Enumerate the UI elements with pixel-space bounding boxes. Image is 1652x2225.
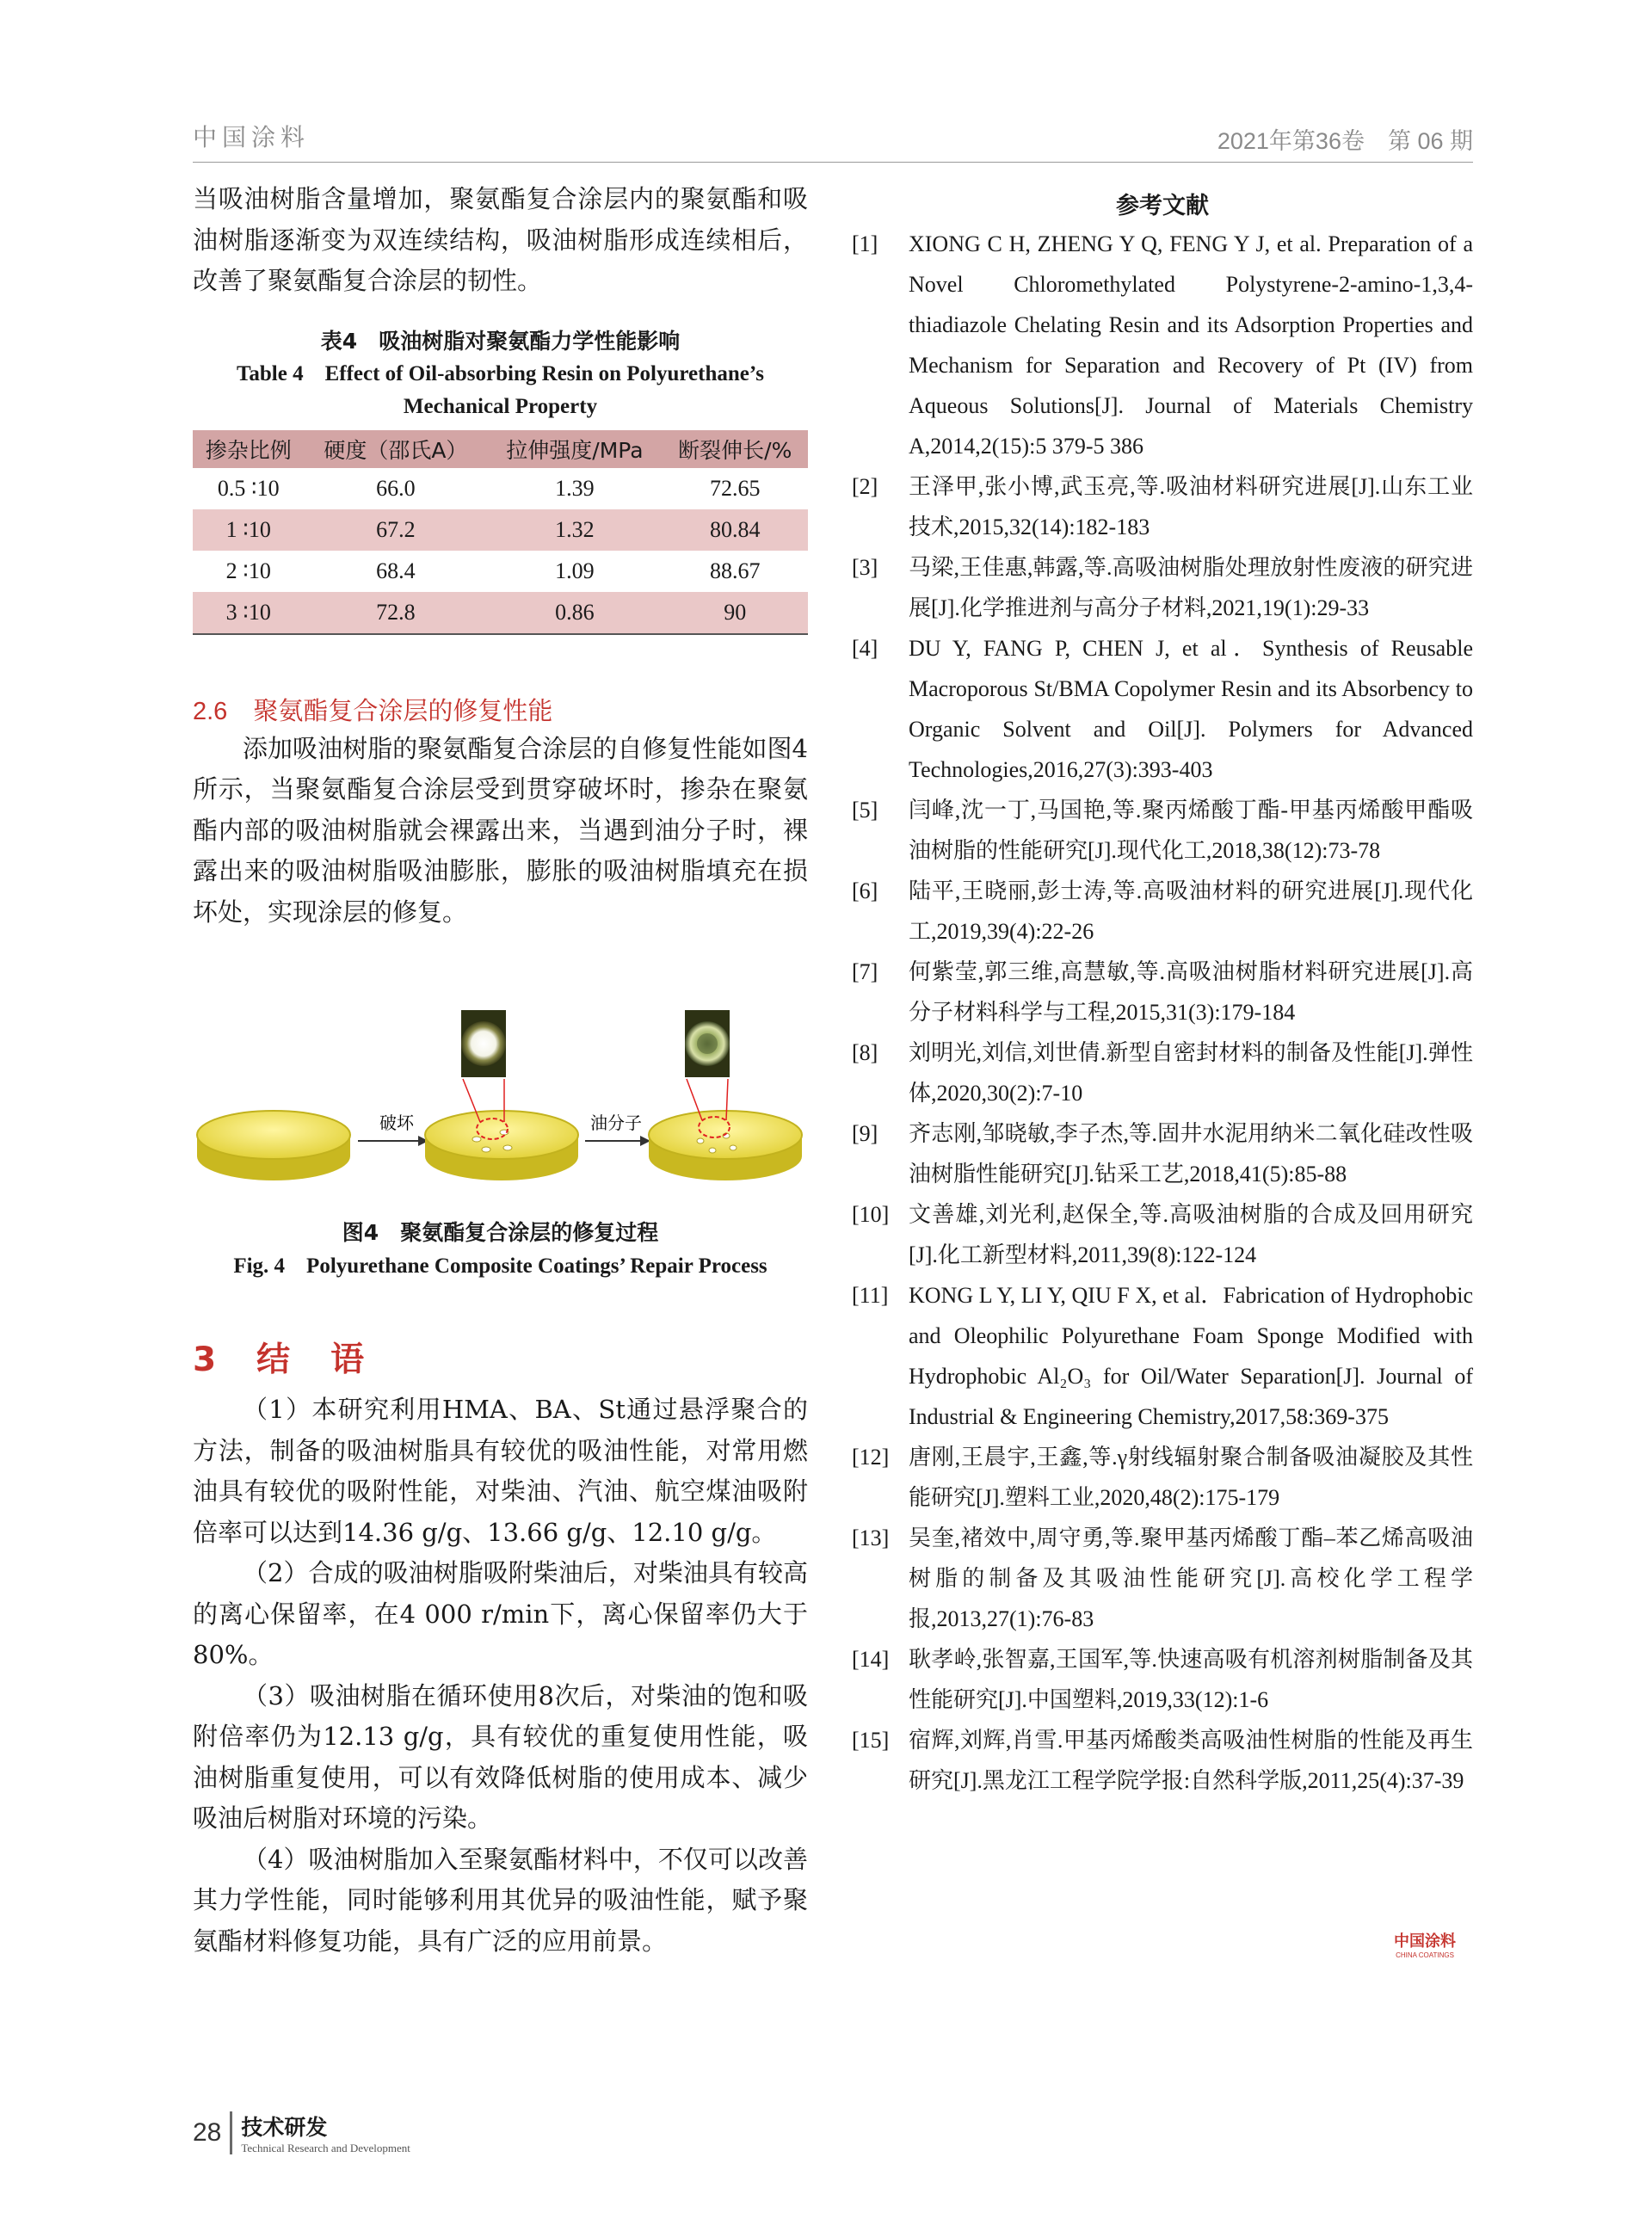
repair-process-diagram (193, 984, 808, 1212)
reference-number: [11] (852, 1283, 889, 1308)
table-row (193, 509, 808, 551)
page-footer (193, 2111, 410, 2155)
reference-text: 闫峰,沈一丁,马国艳,等.聚丙烯酸丁酯-甲基丙烯酸甲酯吸油树脂的性能研究[J].现代化工,2018,38(12):73-78 (909, 798, 1473, 863)
references-column (852, 179, 1473, 1801)
damage-arrow (358, 1136, 428, 1146)
table-row (193, 592, 808, 634)
table-cell: 88.67 (710, 558, 761, 583)
coating-dish-intact (197, 1111, 350, 1180)
reference-number: [7] (852, 959, 878, 984)
table-caption-en: Table 4 Effect of Oil-absorbing Resin on Polyurethane’s Mechanical Property (237, 361, 764, 418)
reference-item (852, 628, 1473, 790)
reference-item (852, 224, 1473, 466)
reference-number: [10] (852, 1202, 890, 1227)
china-coatings-logo (1387, 1929, 1463, 1959)
reference-item (852, 1194, 1473, 1275)
reference-text: 王泽甲,张小博,武玉亮,等.吸油材料研究进展[J].山东工业技术,2015,32(14):182-183 (909, 474, 1473, 539)
footer-divider (230, 2111, 232, 2154)
footer-section-cn: 技术研发 (241, 2115, 328, 2140)
table-cell: 90 (663, 592, 809, 634)
reference-text: 唐刚,王晨宇,王鑫,等.γ射线辐射聚合制备吸油凝胶及其性能研究[J].塑料工业,2020,48(2):175-179 (909, 1445, 1473, 1510)
page-number: 28 (193, 2118, 222, 2147)
reference-number: [4] (852, 636, 878, 661)
reference-number: [1] (852, 231, 878, 256)
damage-label: 破坏 (379, 1112, 414, 1133)
reference-number: [12] (852, 1445, 890, 1470)
reference-text: 宿辉,刘辉,肖雪.甲基丙烯酸类高吸油性树脂的性能及再生研究[J].黑龙江工程学院学报:自然科学版,2011,25(4):37-39 (909, 1728, 1473, 1793)
reference-text: 吴奎,褚效中,周守勇,等.聚甲基丙烯酸丁酯–苯乙烯高吸油树脂的制备及其吸油性能研究[J].高校化学工程学报,2013,27(1):76-83 (909, 1525, 1473, 1631)
reference-item (852, 952, 1473, 1032)
issue-info: 2021年第36卷 第 06 期 (1217, 128, 1473, 154)
reference-text: DU Y, FANG P, CHEN J, et al．Synthesis of Reusable Macroporous St/BMA Copolymer Resin and its Absorbency to Organic Solvent and Oil[J]. Polymers for Advanced Technologies,2016,27(3):393-403 (909, 636, 1473, 782)
section-heading-2-6 (193, 692, 808, 727)
table-header-cell: 断裂伸长/% (663, 430, 809, 468)
reference-item (852, 547, 1473, 628)
reference-item (852, 790, 1473, 871)
table-cell: 72.8 (304, 592, 487, 634)
logo-text-en: CHINA COATINGS (1396, 1951, 1454, 1959)
reference-text: 耿孝岭,张智嘉,王国军,等.快速高吸有机溶剂树脂制备及其性能研究[J].中国塑料,2019,33(12):1-6 (909, 1647, 1473, 1712)
conclusion-paragraph-4: （4）吸油树脂加入至聚氨酯材料中，不仅可以改善其力学性能，同时能够利用其优异的吸油性能，赋予聚氨酯材料修复功能，具有广泛的应用前景。 (193, 1844, 808, 1956)
section-title: 聚氨酯复合涂层的修复性能 (253, 695, 553, 725)
reference-number: [15] (852, 1728, 890, 1753)
reference-text: 陆平,王晓丽,彭士涛,等.高吸油材料的研究进展[J].现代化工,2019,39(4):22-26 (909, 878, 1473, 944)
reference-text: 何紫莹,郭三维,高慧敏,等.高吸油树脂材料研究进展[J].高分子材料科学与工程,2015,31(3):179-184 (909, 959, 1473, 1025)
table-header-cell: 拉伸强度/MPa (487, 430, 662, 468)
micrograph-damaged (461, 1010, 506, 1077)
intro-paragraph: 当吸油树脂含量增加，聚氨酯复合涂层内的聚氨酯和吸油树脂逐渐变为双连续结构，吸油树脂形成连续相后，改善了聚氨酯复合涂层的韧性。 (193, 184, 808, 295)
coating-dish-repaired (649, 1079, 802, 1180)
reference-number: [5] (852, 798, 878, 823)
repair-process-figure (193, 984, 808, 1212)
reference-text: 齐志刚,邹晓敏,李子杰,等.固井水泥用纳米二氧化硅改性吸油树脂性能研究[J].钻采工艺,2018,41(5):85-88 (909, 1121, 1473, 1186)
table-header-cell: 掺杂比例 (193, 430, 304, 468)
references-title: 参考文献 (1116, 193, 1209, 219)
reference-number: [2] (852, 474, 878, 499)
reference-number: [13] (852, 1525, 890, 1550)
table-cell: 68.4 (376, 558, 416, 583)
section-number: 2.6 (193, 697, 228, 725)
table-row (193, 551, 808, 592)
oil-molecule-label: 油分子 (590, 1112, 642, 1133)
section-heading-conclusion: 3 结 语 (193, 1341, 368, 1379)
reference-item (852, 1032, 1473, 1113)
table-cell: 80.84 (663, 509, 809, 551)
reference-item (852, 1437, 1473, 1518)
reference-number: [3] (852, 555, 878, 580)
reference-text: XIONG C H, ZHENG Y Q, FENG Y J, et al. Preparation of a Novel Chloromethylated Polystyrene-2-amino-1,3,4-thiadiazole Chelating Resin and its Adsorption Properties and Mechanism for Separation and Recovery of Pt (IV) from Aqueous Solutions[J]. Journal of Materials Chemistry A,2014,2(15):5 379-5 386 (909, 231, 1473, 459)
table-cell: 0.86 (487, 592, 662, 634)
table-cell: 3 ∶10 (193, 592, 304, 634)
reference-item (852, 1639, 1473, 1720)
reference-number: [8] (852, 1040, 878, 1065)
conclusion-paragraph-1: （1）本研究利用HMA、BA、St通过悬浮聚合的方法，制备的吸油树脂具有较优的吸油性能，对常用燃油具有较优的吸附性能，对柴油、汽油、航空煤油吸附倍率可以达到14.36 g/g、13.66 g/g、12.10 g/g。 (193, 1395, 808, 1547)
reference-text: 文善雄,刘光利,赵保全,等.高吸油树脂的合成及回用研究[J].化工新型材料,2011,39(8):122-124 (909, 1202, 1473, 1267)
table-caption-cn: 表4 吸油树脂对聚氨酯力学性能影响 (320, 328, 681, 354)
mechanical-property-table (193, 430, 808, 635)
table-header-cell: 硬度（邵氏A） (304, 430, 487, 468)
micrograph-repaired (685, 1010, 730, 1077)
figure-caption-en: Fig. 4 Polyurethane Composite Coatings’ Repair Process (233, 1254, 767, 1278)
reference-text: 刘明光,刘信,刘世倩.新型自密封材料的制备及性能[J].弹性体,2020,30(2):7-10 (909, 1040, 1473, 1106)
table-cell: 1.09 (555, 558, 595, 583)
reference-text: KONG L Y, LI Y, QIU F X, et al．Fabrication of Hydrophobic and Oleophilic Polyurethane Foam Sponge Modified with Hydrophobic Al₂O₃ for Oil/Water Separation[J]. Journal of Industrial & Engineering Chemistry,2017,58:369-375 (909, 1283, 1473, 1429)
repair-paragraph: 添加吸油树脂的聚氨酯复合涂层的自修复性能如图4所示，当聚氨酯复合涂层受到贯穿破坏时，掺杂在聚氨酯内部的吸油树脂就会裸露出来，当遇到油分子时，裸露出来的吸油树脂吸油膨胀，膨胀的吸油树脂填充在损坏处，实现涂层的修复。 (193, 733, 808, 927)
footer-section-en: Technical Research and Development (241, 2142, 410, 2154)
figure-caption-cn: 图4 聚氨酯复合涂层的修复过程 (342, 1220, 659, 1245)
table-cell: 72.65 (710, 475, 761, 501)
logo-text-cn: 中国涂料 (1394, 1932, 1456, 1951)
table-cell: 1.32 (487, 509, 662, 551)
reference-item (852, 1275, 1473, 1437)
table-header-row (193, 430, 808, 468)
table-cell: 0.5 ∶10 (217, 475, 280, 501)
reference-item (852, 466, 1473, 547)
footer-section (241, 2111, 410, 2155)
conclusion-paragraph-3: （3）吸油树脂在循环使用8次后，对柴油的饱和吸附倍率仍为12.13 g/g，具有较优的重复使用性能，吸油树脂重复使用，可以有效降低树脂的使用成本、减少吸油后树脂对环境的污染。 (193, 1680, 808, 1833)
reference-text: 马梁,王佳惠,韩露,等.高吸油树脂处理放射性废液的研究进展[J].化学推进剂与高分子材料,2021,19(1):29-33 (909, 555, 1473, 620)
table-cell: 2 ∶10 (225, 558, 271, 583)
reference-number: [6] (852, 878, 878, 903)
reference-item (852, 1518, 1473, 1639)
conclusion-paragraph-2: （2）合成的吸油树脂吸附柴油后，对柴油具有较高的离心保留率，在4 000 r/min下，离心保留率仍大于80%。 (193, 1558, 808, 1669)
table-cell: 1.39 (555, 475, 595, 501)
table-row (193, 468, 808, 509)
journal-name: 中国涂料 (193, 123, 311, 151)
reference-item (852, 1720, 1473, 1801)
reference-number: [9] (852, 1121, 878, 1146)
header-divider (193, 162, 1473, 163)
left-column (193, 179, 808, 1962)
coating-dish-damaged (425, 1079, 578, 1180)
table-cell: 66.0 (376, 475, 416, 501)
table-cell: 1 ∶10 (193, 509, 304, 551)
reference-item (852, 871, 1473, 952)
reference-item (852, 1113, 1473, 1194)
table-cell: 67.2 (304, 509, 487, 551)
oil-molecule-arrow (585, 1136, 650, 1146)
reference-number: [14] (852, 1647, 890, 1672)
